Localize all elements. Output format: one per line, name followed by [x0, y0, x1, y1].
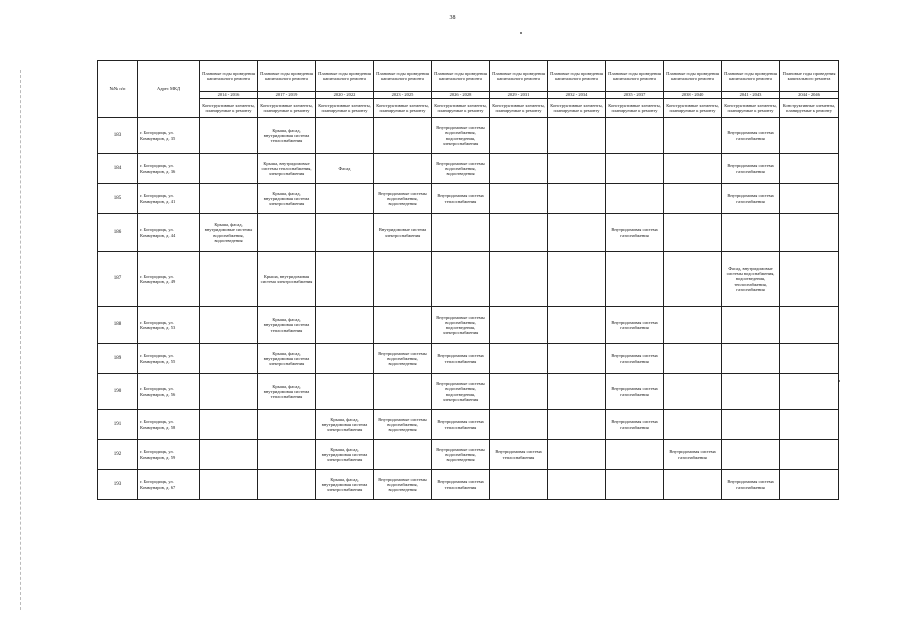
- repair-elements-cell: [664, 374, 722, 410]
- repair-elements-cell: [548, 118, 606, 154]
- row-number: 193: [98, 470, 138, 500]
- row-number: 186: [98, 214, 138, 252]
- repair-elements-cell: [548, 470, 606, 500]
- repair-elements-cell: [200, 470, 258, 500]
- repair-elements-cell: Крыша, внутридомовая система электроснабжения: [258, 252, 316, 307]
- repair-elements-cell: [664, 118, 722, 154]
- repair-elements-cell: [490, 410, 548, 440]
- repair-elements-cell: Внутридомовая система газоснабжения: [606, 214, 664, 252]
- repair-elements-cell: Внутридомовая система теплоснабжения: [432, 184, 490, 214]
- repair-elements-cell: Внутридомовая система газоснабжения: [606, 410, 664, 440]
- repair-elements-cell: Внутридомовая система газоснабжения: [722, 118, 780, 154]
- repair-elements-cell: [664, 410, 722, 440]
- repair-elements-cell: [606, 252, 664, 307]
- repair-elements-cell: Внутридомовая система газоснабжения: [722, 470, 780, 500]
- repair-elements-cell: Крыша, фасад, внутридомовая система электроснабжения: [316, 470, 374, 500]
- repair-elements-cell: [374, 374, 432, 410]
- repair-elements-cell: [258, 470, 316, 500]
- year-range-header: 2035 - 2037: [606, 92, 664, 99]
- row-address: г. Богородицк, ул. Коммунаров, д. 58: [138, 410, 200, 440]
- repair-elements-cell: [374, 118, 432, 154]
- year-range-header: 2041 - 2043: [722, 92, 780, 99]
- repair-elements-cell: [316, 307, 374, 344]
- repair-elements-cell: [548, 410, 606, 440]
- repair-elements-cell: Внутридомовая система газоснабжения: [606, 307, 664, 344]
- repair-elements-cell: [200, 374, 258, 410]
- repair-elements-cell: [548, 154, 606, 184]
- row-number: 184: [98, 154, 138, 184]
- repair-elements-cell: Внутридомовые системы водоснабжения, водоотведения, электроснабжения: [432, 118, 490, 154]
- row-number: 191: [98, 410, 138, 440]
- repair-elements-cell: [200, 344, 258, 374]
- row-number: 185: [98, 184, 138, 214]
- table-row: [98, 440, 839, 470]
- repair-elements-cell: [606, 470, 664, 500]
- repair-elements-cell: [316, 374, 374, 410]
- table-row: [98, 214, 839, 252]
- table-row: [98, 470, 839, 500]
- row-address: г. Богородицк, ул. Коммунаров, д. 55: [138, 344, 200, 374]
- row-number: 183: [98, 118, 138, 154]
- repair-elements-cell: [780, 374, 839, 410]
- element-header: Конструктивные элементы, планируемые к ремонту: [548, 99, 606, 118]
- period-header: Плановые годы проведения капитального ремонта: [258, 61, 316, 92]
- repair-elements-cell: Внутридомовая система газоснабжения: [606, 344, 664, 374]
- repair-elements-cell: [780, 440, 839, 470]
- row-number: 192: [98, 440, 138, 470]
- year-range-header: 2020 - 2022: [316, 92, 374, 99]
- year-range-header: 2017 - 2019: [258, 92, 316, 99]
- row-number: 188: [98, 307, 138, 344]
- repair-elements-cell: [200, 184, 258, 214]
- repair-elements-cell: [722, 374, 780, 410]
- repair-elements-cell: Внутридомовые системы водоснабжения, водоотведения, электроснабжения: [432, 307, 490, 344]
- repair-elements-cell: [664, 307, 722, 344]
- period-header: Плановые годы проведения капитального ремонта: [374, 61, 432, 92]
- element-header: Конструктивные элементы, планируемые к ремонту: [432, 99, 490, 118]
- element-header: Конструктивные элементы, планируемые к ремонту: [316, 99, 374, 118]
- row-address: г. Богородицк, ул. Коммунаров, д. 53: [138, 307, 200, 344]
- repair-schedule-table: [97, 60, 839, 500]
- repair-elements-cell: [200, 440, 258, 470]
- row-address: г. Богородицк, ул. Коммунаров, д. 67: [138, 470, 200, 500]
- repair-elements-cell: [490, 344, 548, 374]
- table-row: [98, 252, 839, 307]
- repair-elements-cell: [664, 470, 722, 500]
- table-body: [98, 118, 839, 500]
- repair-elements-cell: Крыша, фасад, внутридомовая система электроснабжения: [258, 344, 316, 374]
- repair-elements-cell: [548, 440, 606, 470]
- table-header: [98, 61, 839, 118]
- repair-elements-cell: [722, 344, 780, 374]
- repair-elements-cell: [722, 214, 780, 252]
- repair-elements-cell: [490, 470, 548, 500]
- repair-elements-cell: Крыша, фасад, внутридомовые системы водоснабжения, водоотведения: [200, 214, 258, 252]
- repair-elements-cell: Крыша, фасад, внутридомовая система теплоснабжения: [258, 307, 316, 344]
- table-row: [98, 184, 839, 214]
- header-row-years: [98, 92, 839, 99]
- repair-elements-cell: Фасад: [316, 154, 374, 184]
- repair-elements-cell: Внутридомовые системы водоснабжения, водоотведения, электроснабжения: [432, 374, 490, 410]
- col-number-header: №№ п/п: [98, 61, 138, 118]
- repair-elements-cell: [780, 344, 839, 374]
- period-header: Плановые годы проведения капитального ремонта: [432, 61, 490, 92]
- table-row: [98, 154, 839, 184]
- table-row: [98, 118, 839, 154]
- repair-elements-cell: Крыша, фасад, внутридомовая система теплоснабжения: [258, 118, 316, 154]
- repair-elements-cell: [664, 344, 722, 374]
- repair-elements-cell: [490, 374, 548, 410]
- repair-elements-cell: Внутридомовые системы водоснабжения, водоотведения: [374, 410, 432, 440]
- repair-elements-cell: [374, 154, 432, 184]
- repair-elements-cell: [200, 118, 258, 154]
- repair-elements-cell: [780, 184, 839, 214]
- repair-elements-cell: Крыша, фасад, внутридомовая система электроснабжения: [316, 410, 374, 440]
- repair-elements-cell: Внутридомовые системы водоснабжения, водоотведения: [432, 440, 490, 470]
- repair-elements-cell: [258, 410, 316, 440]
- repair-elements-cell: [316, 252, 374, 307]
- row-address: г. Богородицк, ул. Коммунаров, д. 49: [138, 252, 200, 307]
- table-row: [98, 307, 839, 344]
- repair-elements-cell: [664, 154, 722, 184]
- repair-elements-cell: Внутридомовая система газоснабжения: [722, 154, 780, 184]
- repair-elements-cell: [780, 410, 839, 440]
- repair-schedule-table-wrapper: [97, 60, 838, 500]
- row-address: г. Богородицк, ул. Коммунаров, д. 56: [138, 374, 200, 410]
- period-header: Плановые годы проведения капитального ремонта: [200, 61, 258, 92]
- repair-elements-cell: Внутридомовая система теплоснабжения: [432, 470, 490, 500]
- repair-elements-cell: [722, 307, 780, 344]
- repair-elements-cell: [722, 440, 780, 470]
- repair-elements-cell: Внутридомовая система теплоснабжения: [432, 410, 490, 440]
- period-header: Плановые годы проведения капитального ремонта: [722, 61, 780, 92]
- repair-elements-cell: [258, 440, 316, 470]
- repair-elements-cell: Внутридомовая система газоснабжения: [664, 440, 722, 470]
- repair-elements-cell: [374, 440, 432, 470]
- repair-elements-cell: [316, 214, 374, 252]
- year-range-header: 2038 - 2040: [664, 92, 722, 99]
- element-header: Конструктивные элементы, планируемые к ремонту: [200, 99, 258, 118]
- repair-elements-cell: [548, 252, 606, 307]
- element-header: Конструктивные элементы, планируемые к ремонту: [722, 99, 780, 118]
- repair-elements-cell: Внутридомовые системы водоснабжения, водоотведения: [374, 184, 432, 214]
- repair-elements-cell: [374, 252, 432, 307]
- repair-elements-cell: [780, 118, 839, 154]
- table-row: [98, 410, 839, 440]
- repair-elements-cell: Крыша, фасад, внутридомовая система теплоснабжения: [258, 374, 316, 410]
- header-row-periods: [98, 61, 839, 92]
- repair-elements-cell: [200, 252, 258, 307]
- repair-elements-cell: Крыша, фасад, внутридомовая система электроснабжения: [258, 184, 316, 214]
- header-row-elements: [98, 99, 839, 118]
- year-range-header: 2014 - 2016: [200, 92, 258, 99]
- repair-elements-cell: [780, 252, 839, 307]
- repair-elements-cell: Внутридомовые система электроснабжения: [374, 214, 432, 252]
- repair-elements-cell: [606, 118, 664, 154]
- repair-elements-cell: [780, 154, 839, 184]
- repair-elements-cell: [548, 214, 606, 252]
- scan-margin-line: [20, 70, 22, 610]
- repair-elements-cell: [548, 307, 606, 344]
- repair-elements-cell: Крыша, фасад, внутридомовая система электроснабжения: [316, 440, 374, 470]
- period-header: Плановые годы проведения капитального ремонта: [780, 61, 839, 92]
- year-range-header: 2032 - 2034: [548, 92, 606, 99]
- repair-elements-cell: [432, 214, 490, 252]
- repair-elements-cell: [316, 118, 374, 154]
- repair-elements-cell: Внутридомовая система теплоснабжения: [490, 440, 548, 470]
- repair-elements-cell: [722, 410, 780, 440]
- repair-elements-cell: Внутридомовая система газоснабжения: [606, 374, 664, 410]
- row-address: г. Богородицк, ул. Коммунаров, д. 59: [138, 440, 200, 470]
- year-range-header: 2023 - 2025: [374, 92, 432, 99]
- row-address: г. Богородицк, ул. Коммунаров, д. 36: [138, 154, 200, 184]
- repair-elements-cell: Внутридомовые системы водоснабжения, водоотведения: [432, 154, 490, 184]
- repair-elements-cell: [258, 214, 316, 252]
- repair-elements-cell: [200, 307, 258, 344]
- row-number: 190: [98, 374, 138, 410]
- repair-elements-cell: [316, 184, 374, 214]
- repair-elements-cell: [664, 184, 722, 214]
- row-number: 187: [98, 252, 138, 307]
- page-number: 38: [449, 15, 456, 21]
- element-header: Конструктивные элементы, планируемые к ремонту: [664, 99, 722, 118]
- repair-elements-cell: Внутридомовая система газоснабжения: [722, 184, 780, 214]
- repair-elements-cell: [780, 307, 839, 344]
- element-header: Конструктивные элементы, планируемые к ремонту: [780, 99, 839, 118]
- row-number: 189: [98, 344, 138, 374]
- col-address-header: Адрес МКД: [138, 61, 200, 118]
- element-header: Конструктивные элементы, планируемые к ремонту: [490, 99, 548, 118]
- repair-elements-cell: [548, 184, 606, 214]
- period-header: Плановые годы проведения капитального ремонта: [664, 61, 722, 92]
- repair-elements-cell: Внутридомовые системы водоснабжения, водоотведения: [374, 470, 432, 500]
- row-address: г. Богородицк, ул. Коммунаров, д. 41: [138, 184, 200, 214]
- repair-elements-cell: [548, 344, 606, 374]
- row-address: г. Богородицк, ул. Коммунаров, д. 44: [138, 214, 200, 252]
- repair-elements-cell: [200, 154, 258, 184]
- period-header: Плановые годы проведения капитального ремонта: [606, 61, 664, 92]
- repair-elements-cell: Внутридомовые системы водоснабжения, водоотведения: [374, 344, 432, 374]
- period-header: Плановые годы проведения капитального ремонта: [490, 61, 548, 92]
- repair-elements-cell: [490, 307, 548, 344]
- period-header: Плановые годы проведения капитального ремонта: [548, 61, 606, 92]
- repair-elements-cell: [316, 344, 374, 374]
- element-header: Конструктивные элементы, планируемые к ремонту: [258, 99, 316, 118]
- element-header: Конструктивные элементы, планируемые к ремонту: [606, 99, 664, 118]
- repair-elements-cell: [780, 470, 839, 500]
- repair-elements-cell: [548, 374, 606, 410]
- repair-elements-cell: [606, 440, 664, 470]
- scan-speck: [520, 32, 522, 34]
- repair-elements-cell: [606, 154, 664, 184]
- repair-elements-cell: [374, 307, 432, 344]
- year-range-header: 2026 - 2028: [432, 92, 490, 99]
- repair-elements-cell: [606, 184, 664, 214]
- repair-elements-cell: [490, 118, 548, 154]
- year-range-header: 2044 - 2046: [780, 92, 839, 99]
- year-range-header: 2029 - 2031: [490, 92, 548, 99]
- repair-elements-cell: [490, 184, 548, 214]
- repair-elements-cell: [432, 252, 490, 307]
- table-row: [98, 374, 839, 410]
- period-header: Плановые годы проведения капитального ремонта: [316, 61, 374, 92]
- row-address: г. Богородицк, ул. Коммунаров, д. 35: [138, 118, 200, 154]
- repair-elements-cell: [490, 214, 548, 252]
- repair-elements-cell: [664, 252, 722, 307]
- repair-elements-cell: Внутридомовая система теплоснабжения: [432, 344, 490, 374]
- element-header: Конструктивные элементы, планируемые к ремонту: [374, 99, 432, 118]
- repair-elements-cell: [664, 214, 722, 252]
- table-row: [98, 344, 839, 374]
- repair-elements-cell: [200, 410, 258, 440]
- repair-elements-cell: Фасад, внутридомовые системы водоснабжения, водоотведения, теплоснабжения, газоснабжения: [722, 252, 780, 307]
- repair-elements-cell: Крыша, внутридомовые системы теплоснабжения, электроснабжения: [258, 154, 316, 184]
- repair-elements-cell: [490, 252, 548, 307]
- repair-elements-cell: [780, 214, 839, 252]
- repair-elements-cell: [490, 154, 548, 184]
